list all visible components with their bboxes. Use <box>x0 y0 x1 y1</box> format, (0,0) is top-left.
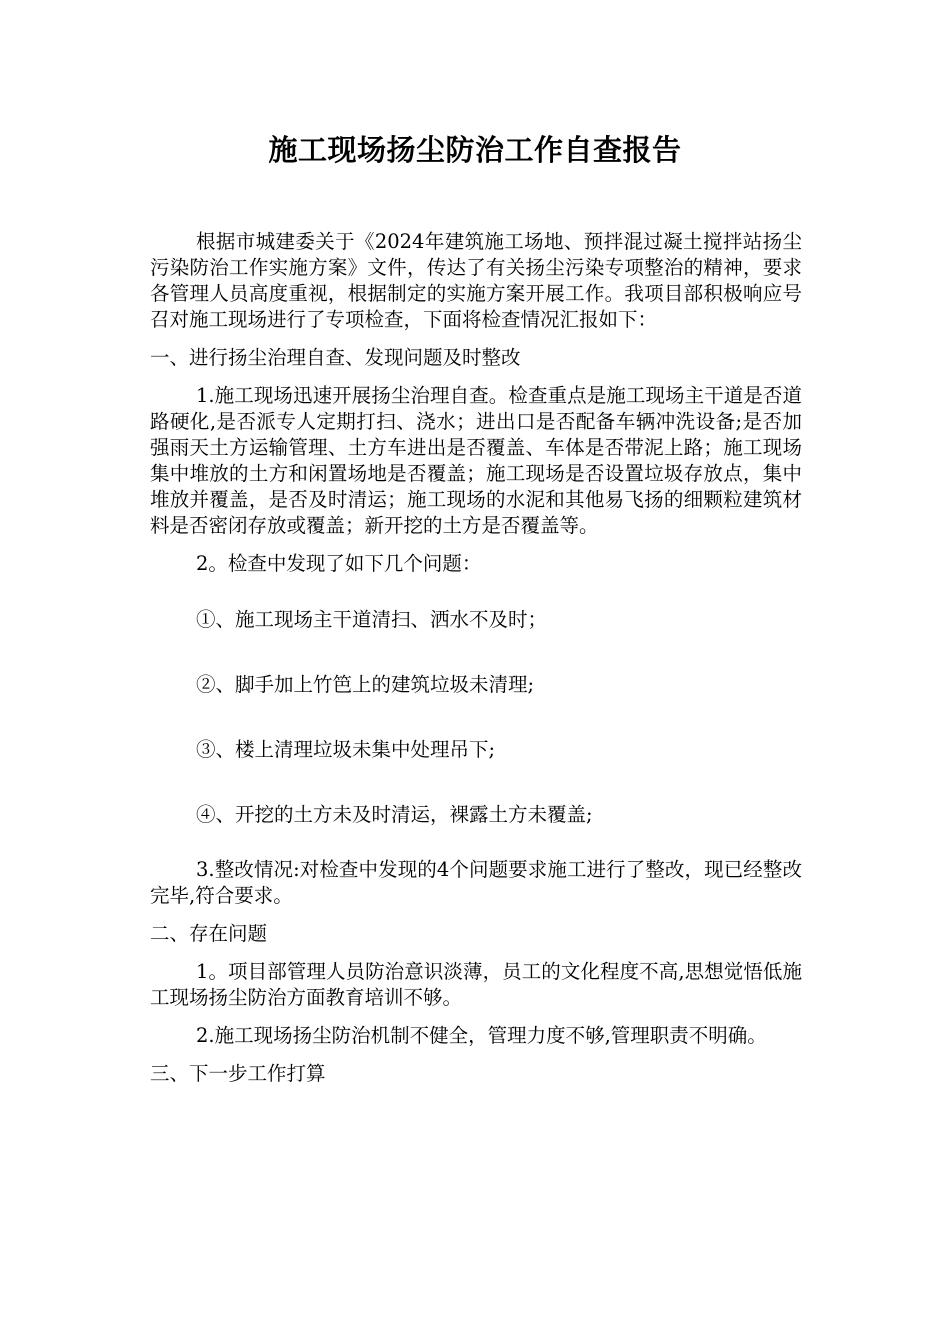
document-title: 施工现场扬尘防治工作自查报告 <box>268 133 682 167</box>
section-2-paragraph-2: 2.施工现场扬尘防治机制不健全，管理力度不够,管理职责不明确。 <box>196 1024 767 1047</box>
section-2-heading: 二、存在问题 <box>150 922 268 945</box>
document-body <box>150 229 802 1087</box>
issue-item: ②、脚手加上竹笆上的建筑垃圾未清理; <box>196 673 535 696</box>
section-1-paragraph-1: 1.施工现场迅速开展扬尘治理自查。检查重点是施工现场主干道是否道路硬化,是否派专人定期打扫、浇水；进出口是否配备车辆冲洗设备;是否加强雨天土方运输管理、土方车进出是否覆盖、车体是否带泥上路；施工现场集中堆放的土方和闲置场地是否覆盖；施工现场是否设置垃圾存放点，集中堆放并覆盖，是否及时清运；施工现场的水泥和其他易飞扬的细颗粒建筑材料是否密闭存放或覆盖；新开挖的土方是否覆盖等。 <box>150 384 802 537</box>
section-2-paragraph-1: 1。项目部管理人员防治意识淡薄，员工的文化程度不高,思想觉悟低施工现场扬尘防治方面教育培训不够。 <box>150 960 802 1009</box>
intro-paragraph: 根据市城建委关于《2024年建筑施工场地、预拌混过凝土搅拌站扬尘污染防治工作实施方案》文件，传达了有关扬尘污染专项整治的精神，要求各管理人员高度重视，根据制定的实施方案开展工作。我项目部积极响应号召对施工现场进行了专项检查，下面将检查情况汇报如下： <box>150 230 802 331</box>
issue-item: ④、开挖的土方未及时清运，裸露土方未覆盖; <box>196 803 593 826</box>
issue-item: ③、楼上清理垃圾未集中处理吊下; <box>196 738 496 761</box>
issue-item: ①、施工现场主干道清扫、洒水不及时； <box>196 608 548 631</box>
section-3-heading: 三、下一步工作打算 <box>150 1062 326 1085</box>
section-1-paragraph-2: 2。检查中发现了如下几个问题： <box>196 552 482 575</box>
section-1-heading: 一、进行扬尘治理自查、发现问题及时整改 <box>150 346 521 369</box>
section-1-paragraph-3: 3.整改情况:对检查中发现的4个问题要求施工进行了整改，现已经整改完毕,符合要求。 <box>150 858 802 907</box>
